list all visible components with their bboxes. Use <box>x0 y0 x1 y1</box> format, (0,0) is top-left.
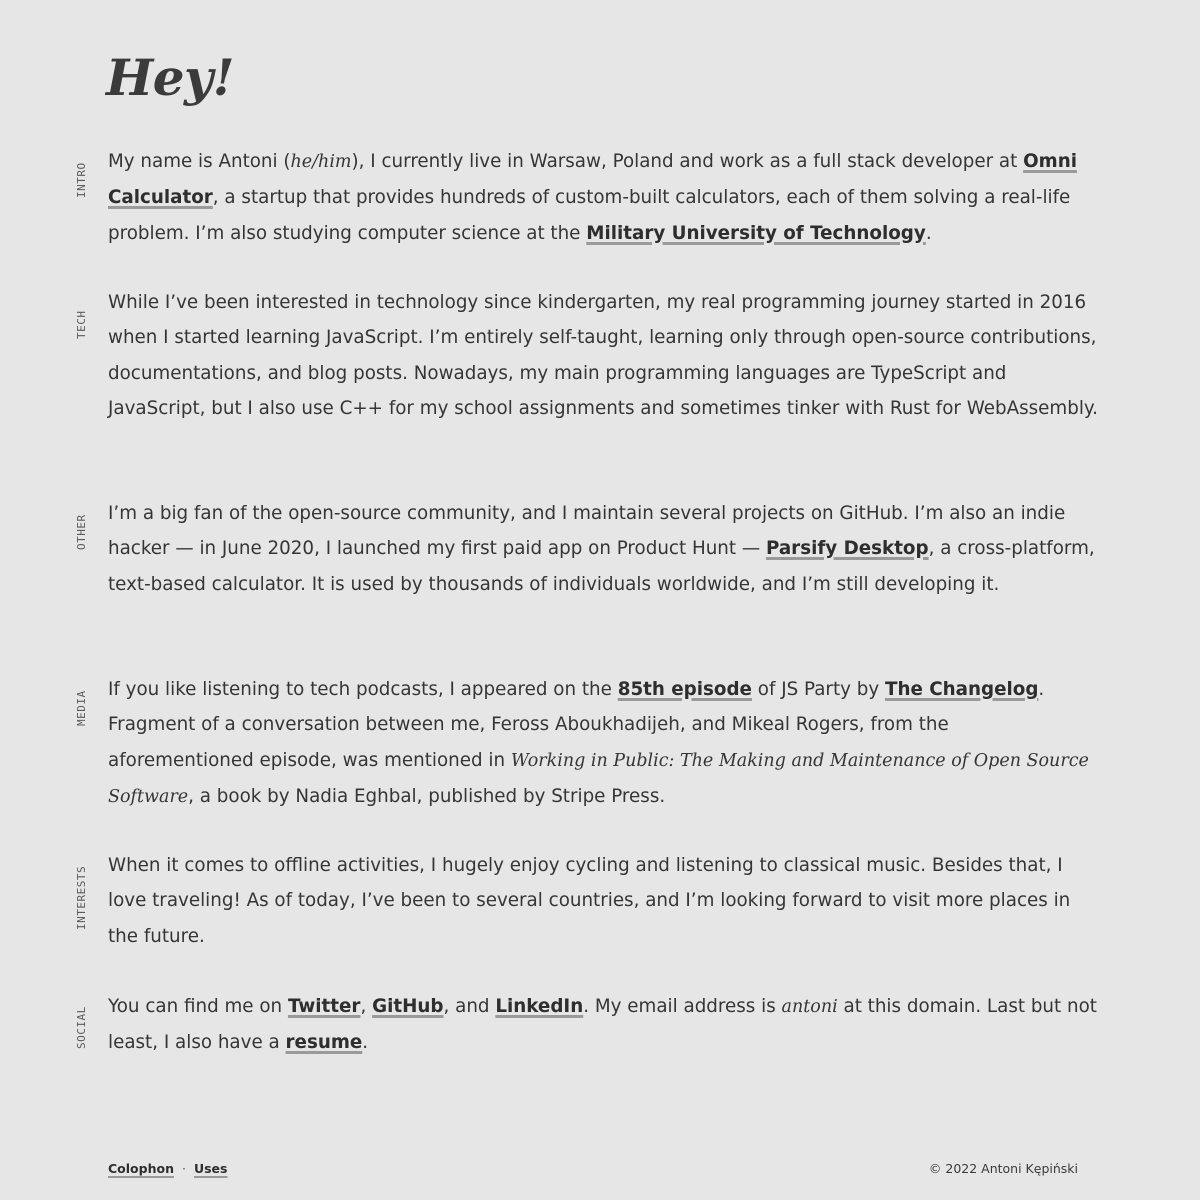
tech-paragraph: While I’ve been interested in technology since kindergarten, my real programming journey started in 2016 when I started learning JavaScript. I’m entirely self-taught, learning only through open-source contributions, documentations, and blog posts. Nowadays, my main programming languages are TypeScript and JavaScript, but I also use C++ for my school assignments and sometimes tinker with Rust for WebAssembly. <box>108 292 1098 419</box>
email-name: antoni <box>781 997 838 1017</box>
resume-link[interactable]: resume <box>285 1032 363 1054</box>
other-paragraph: I’m a big fan of the open-source community, and I maintain several projects on GitHub. I’m also an indie hacker — in June 2020, I launched my first paid app on Product Hunt — Parsify Desktop, a cross-platform, text-based calculator. It is used by thousands of individuals worldwide, and I’m still developing it. <box>108 503 1095 595</box>
media-paragraph: If you like listening to tech podcasts, I appeared on the 85th episode of JS Party by The Changelog. Fragment of a conversation between me, Feross Aboukhadijeh, and Mikeal Rogers, from the aforementioned episode, was mentioned in Working in Public: The Making and Maintenance of Open Source Software, a book by Nadia Eghbal, published by Stripe Press. <box>108 679 1089 807</box>
section-social <box>74 989 1098 1061</box>
section-label-tech: TECH <box>74 310 88 339</box>
section-label-media: MEDIA <box>74 690 88 726</box>
section-other <box>74 496 1098 602</box>
section-tech <box>74 285 1098 426</box>
section-label-social: SOCIAL <box>74 1006 88 1049</box>
section-intro <box>74 144 1098 251</box>
section-label-interests: INTERESTS <box>74 865 88 930</box>
book-title: Working in Public: The Making and Maintenance of Open Source Software <box>108 750 1089 807</box>
section-media <box>74 672 1098 815</box>
omni-calculator-link[interactable]: Omni Calculator <box>108 151 1077 209</box>
military-university-link[interactable]: Military University of Technology <box>586 222 926 244</box>
parsify-desktop-link[interactable]: Parsify Desktop <box>765 538 929 560</box>
section-label-other: OTHER <box>74 514 88 550</box>
page-title: Hey! <box>106 48 235 107</box>
episode-link[interactable]: 85th episode <box>617 679 752 700</box>
interests-paragraph: When it comes to offline activities, I hugely enjoy cycling and listening to classical music. Besides that, I love traveling! As of today, I’ve been to several countries, and I’m looking forward to visit more places in the future. <box>108 855 1071 947</box>
github-link[interactable]: GitHub <box>372 996 444 1017</box>
section-interests <box>74 848 1098 954</box>
colophon-link[interactable]: Colophon <box>108 1161 174 1176</box>
pronouns: he/him <box>290 152 352 172</box>
section-label-intro: INTRO <box>74 162 88 198</box>
footer <box>108 1158 1078 1180</box>
twitter-link[interactable]: Twitter <box>287 996 361 1017</box>
linkedin-link[interactable]: LinkedIn <box>495 996 584 1017</box>
uses-link[interactable]: Uses <box>193 1161 228 1176</box>
footer-separator: · <box>181 1161 186 1176</box>
changelog-link[interactable]: The Changelog <box>884 679 1039 700</box>
copyright: © 2022 Antoni Kępiński <box>928 1161 1078 1176</box>
social-paragraph: You can find me on Twitter, GitHub, and LinkedIn. My email address is antoni at this domain. Last but not least, I also have a resume. <box>108 996 1097 1054</box>
intro-paragraph: My name is Antoni (he/him), I currently live in Warsaw, Poland and work as a full stack developer at Omni Calculator, a startup that provides hundreds of custom-built calculators, each of them solving a real-life problem. I’m also studying computer science at the Military University of Technology. <box>108 151 1077 244</box>
